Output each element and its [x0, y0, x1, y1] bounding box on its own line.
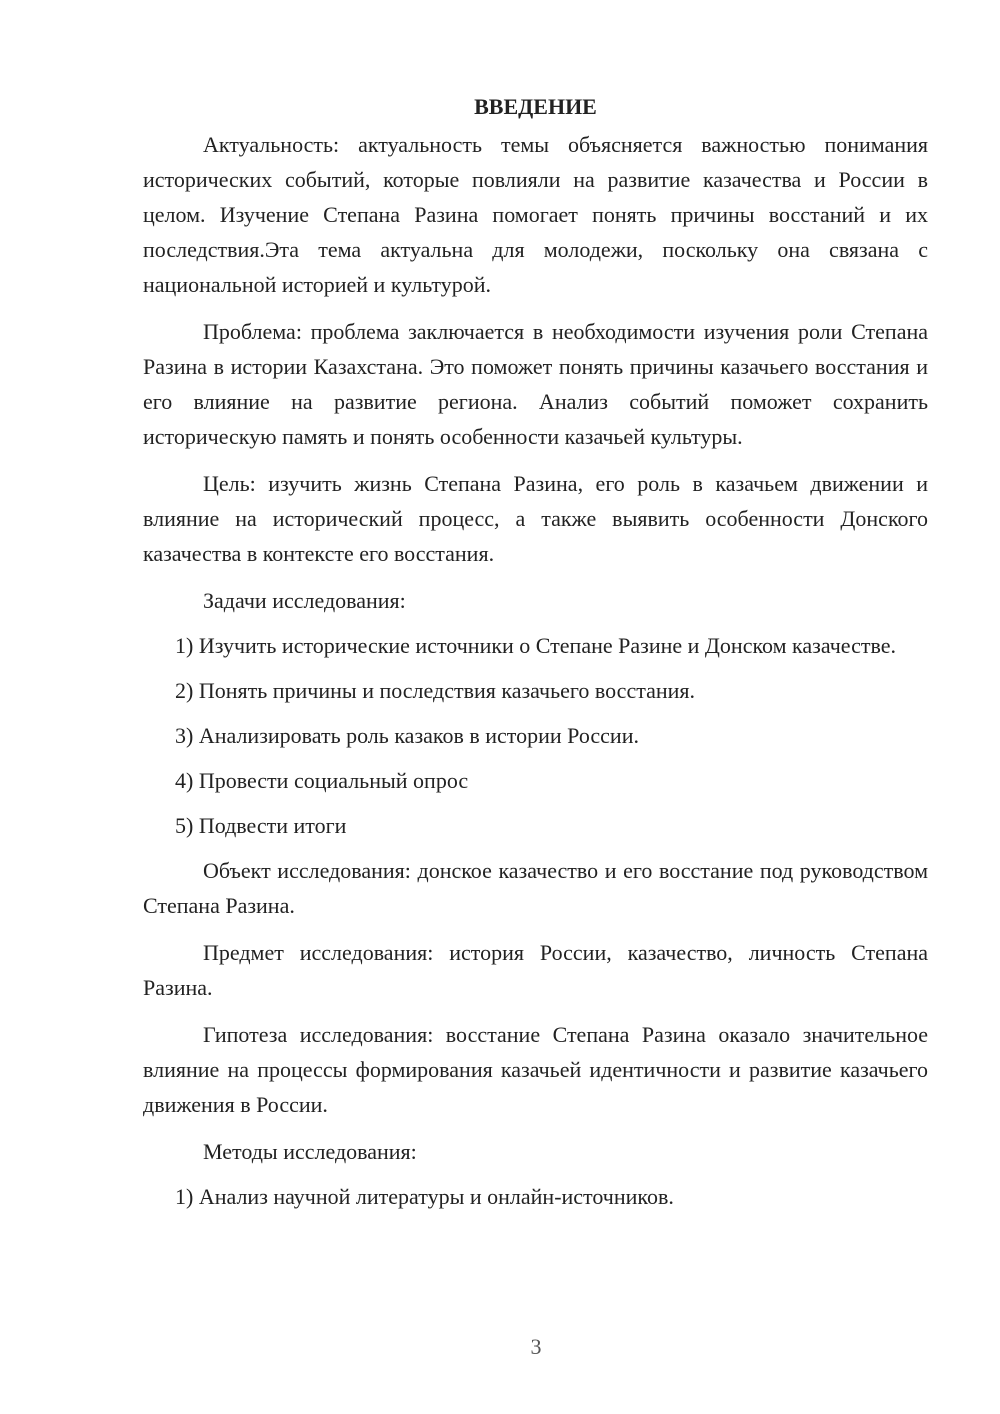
list-item-method-1: 1) Анализ научной литературы и онлайн-источников. [175, 1184, 674, 1209]
relevance-paragraph: Актуальность: актуальность темы объясняется важностью понимания исторических событий, которые повлияли на развитие казачества и России в целом. Изучение Степана Разина помогает понять причины восстаний и их последствия.Эта тема актуальна для молодежи, поскольку она связана с национальной историей и культурой. [143, 132, 928, 297]
subject-paragraph: Предмет исследования: история России, казачество, личность Степана Разина. [143, 940, 928, 1000]
page-title: ВВЕДЕНИЕ [474, 94, 597, 119]
list-item-task-3: 3) Анализировать роль казаков в истории России. [175, 723, 639, 748]
hypothesis-paragraph: Гипотеза исследования: восстание Степана Разина оказало значительное влияние на процессы формирования казачьей идентичности и развитие казачьего движения в России. [143, 1022, 928, 1117]
object-paragraph: Объект исследования: донское казачество и его восстание под руководством Степана Разина. [143, 858, 928, 918]
list-item-task-4: 4) Провести социальный опрос [175, 768, 469, 793]
goal-paragraph: Цель: изучить жизнь Степана Разина, его роль в казачьем движении и влияние на исторический процесс, а также выявить особенности Донского казачества в контексте его восстания. [143, 471, 928, 566]
list-item-task-2: 2) Понять причины и последствия казачьего восстания. [175, 678, 696, 703]
problem-paragraph: Проблема: проблема заключается в необходимости изучения роли Степана Разина в истории Казахстана. Это поможет понять причины казачьего восстания и его влияние на развитие региона. Анализ событий поможет сохранить историческую память и понять особенности казачьей культуры. [143, 319, 928, 449]
page-number: 3 [530, 1334, 542, 1359]
methods-heading: Методы исследования: [203, 1139, 417, 1164]
document-page [143, 90, 928, 1224]
list-item-task-5: 5) Подвести итоги [175, 813, 347, 838]
tasks-heading: Задачи исследования: [203, 588, 406, 613]
list-item-task-1: 1) Изучить исторические источники о Степане Разине и Донском казачестве. [175, 633, 897, 658]
